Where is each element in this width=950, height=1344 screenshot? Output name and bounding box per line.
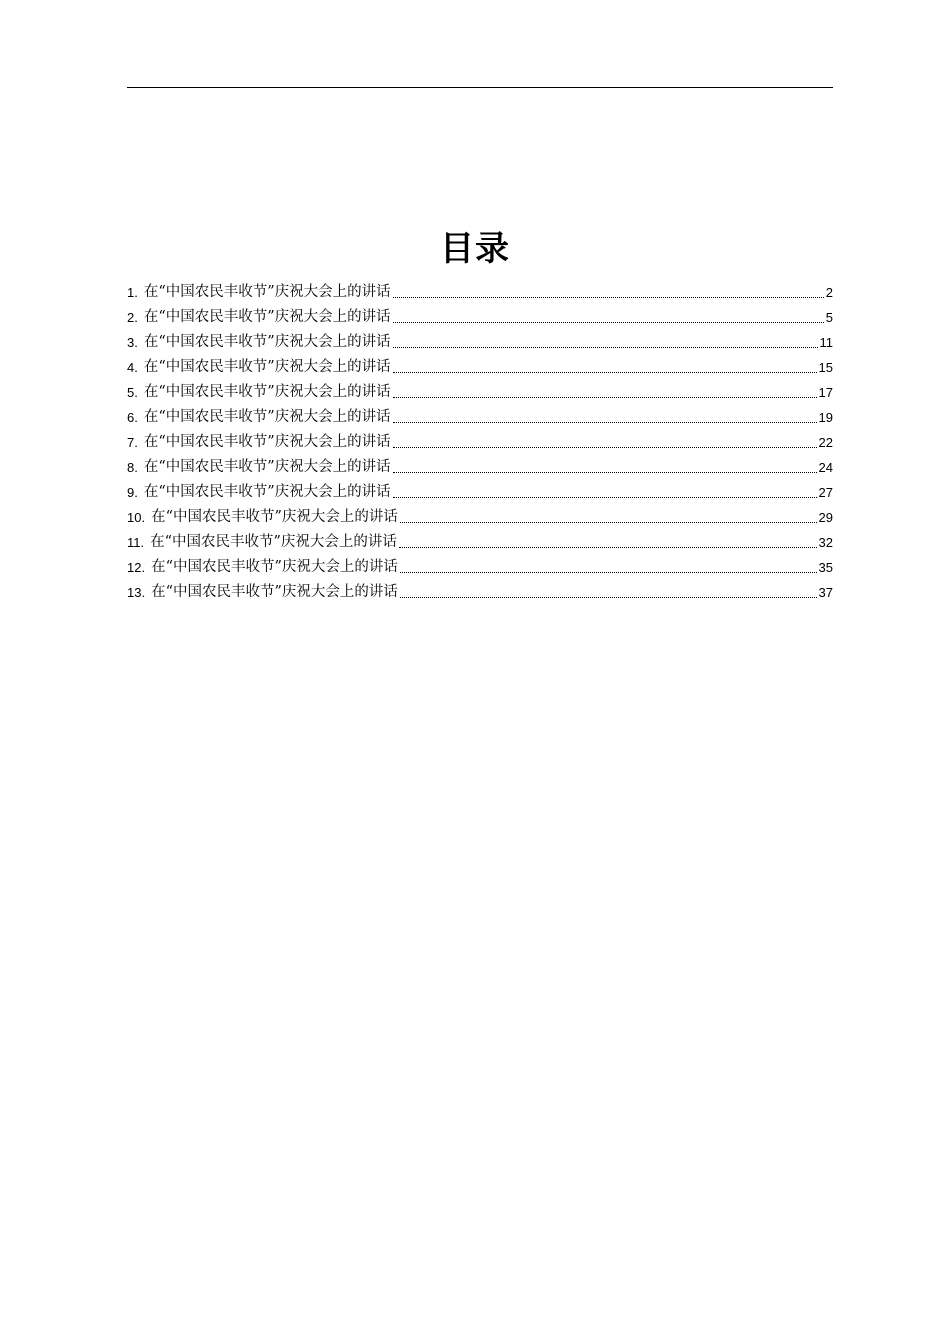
toc-dot-leader (400, 522, 817, 523)
toc-entry-number: 6. (127, 410, 138, 425)
toc-entry[interactable] (127, 280, 833, 305)
toc-entry[interactable] (127, 580, 833, 605)
toc-dot-leader (400, 572, 817, 573)
toc-entry-number: 12. (127, 560, 146, 575)
toc-entry[interactable] (127, 430, 833, 455)
toc-dot-leader (393, 472, 817, 473)
toc-entry-number: 10. (127, 510, 146, 525)
toc-entry-page: 27 (818, 485, 833, 500)
toc-entry-page: 5 (825, 310, 833, 325)
toc-entry[interactable] (127, 305, 833, 330)
toc-entry-number: 5. (127, 385, 138, 400)
toc-entry[interactable] (127, 480, 833, 505)
header-rule (127, 87, 833, 88)
toc-dot-leader (393, 372, 817, 373)
toc-entry-title: 在“中国农民丰收节”庆祝大会上的讲话 (151, 559, 398, 575)
toc-entry-page: 19 (818, 410, 833, 425)
toc-dot-leader (399, 547, 817, 548)
toc-entry-title: 在“中国农民丰收节”庆祝大会上的讲话 (143, 359, 391, 375)
toc-entry-title: 在“中国农民丰收节”庆祝大会上的讲话 (143, 309, 391, 325)
toc-entry-title: 在“中国农民丰收节”庆祝大会上的讲话 (150, 534, 397, 550)
toc-entry-page: 35 (818, 560, 833, 575)
toc-entry-page: 2 (825, 285, 833, 300)
toc-entry-page: 15 (818, 360, 833, 375)
toc-entry[interactable] (127, 330, 833, 355)
toc-entry-number: 9. (127, 485, 138, 500)
toc-entry-page: 24 (818, 460, 833, 475)
toc-entry-title: 在“中国农民丰收节”庆祝大会上的讲话 (143, 409, 391, 425)
toc-entry[interactable] (127, 380, 833, 405)
toc-entry[interactable] (127, 355, 833, 380)
page-title: 目录 (440, 228, 510, 269)
toc-dot-leader (393, 397, 817, 398)
toc-entry[interactable] (127, 530, 833, 555)
toc-entry-page: 29 (818, 510, 833, 525)
toc-dot-leader (393, 347, 818, 348)
toc-entry-number: 11. (127, 535, 145, 550)
toc-entry-number: 4. (127, 360, 138, 375)
toc-entry-title: 在“中国农民丰收节”庆祝大会上的讲话 (143, 484, 391, 500)
toc-entry-number: 3. (127, 335, 138, 350)
toc-dot-leader (393, 447, 817, 448)
toc-entry-number: 1. (127, 285, 138, 300)
table-of-contents (127, 280, 833, 605)
toc-entry-number: 13. (127, 585, 146, 600)
toc-entry-number: 2. (127, 310, 138, 325)
toc-entry-title: 在“中国农民丰收节”庆祝大会上的讲话 (151, 509, 398, 525)
toc-entry[interactable] (127, 505, 833, 530)
toc-entry-title: 在“中国农民丰收节”庆祝大会上的讲话 (143, 334, 391, 350)
toc-entry-page: 32 (818, 535, 833, 550)
toc-entry-title: 在“中国农民丰收节”庆祝大会上的讲话 (143, 434, 391, 450)
toc-entry-title: 在“中国农民丰收节”庆祝大会上的讲话 (151, 584, 398, 600)
toc-entry-page: 37 (818, 585, 833, 600)
toc-entry[interactable] (127, 405, 833, 430)
toc-entry-page: 22 (818, 435, 833, 450)
toc-dot-leader (393, 322, 824, 323)
toc-entry-title: 在“中国农民丰收节”庆祝大会上的讲话 (143, 284, 391, 300)
toc-dot-leader (393, 297, 824, 298)
toc-entry-number: 7. (127, 435, 138, 450)
toc-entry[interactable] (127, 555, 833, 580)
toc-entry-number: 8. (127, 460, 138, 475)
toc-entry-page: 17 (818, 385, 833, 400)
toc-dot-leader (393, 422, 817, 423)
toc-dot-leader (393, 497, 817, 498)
toc-dot-leader (400, 597, 817, 598)
toc-entry-title: 在“中国农民丰收节”庆祝大会上的讲话 (143, 459, 391, 475)
toc-entry-page: 11 (819, 335, 833, 350)
toc-entry[interactable] (127, 455, 833, 480)
toc-entry-title: 在“中国农民丰收节”庆祝大会上的讲话 (143, 384, 391, 400)
